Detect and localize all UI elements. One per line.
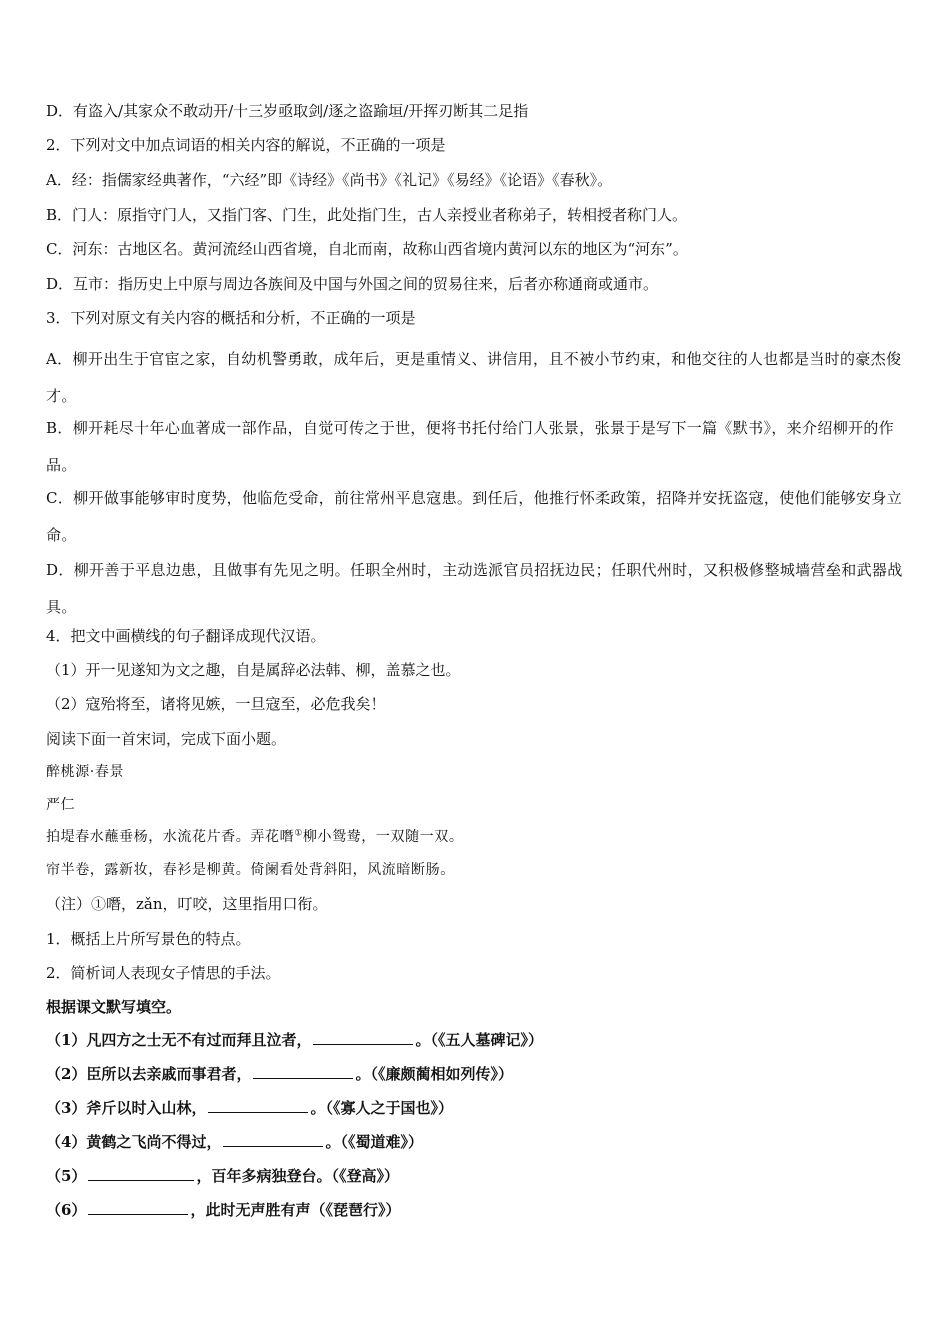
recite-item-suffix: 。（《五人墓碑记》） xyxy=(415,1031,543,1049)
poem-task-2: 2．简析词人表现女子情思的手法。 xyxy=(46,964,281,982)
poem-task-1: 1．概括上片所写景色的特点。 xyxy=(46,930,251,948)
recite-item xyxy=(46,1097,908,1119)
q2-stem: 2．下列对文中加点词语的相关内容的解说，不正确的一项是 xyxy=(46,136,446,154)
answer-blank[interactable] xyxy=(88,1166,194,1181)
q4-stem: 4．把文中画横线的句子翻译成现代汉语。 xyxy=(46,627,326,645)
q3-option-c: C．柳开做事能够审时度势，他临危受命，前往常州平息寇患。到任后，他推行怀柔政策，招降并安抚盗寇，使他们能够安身立命。 xyxy=(46,489,903,544)
recite-heading: 根据课文默写填空。 xyxy=(46,998,182,1016)
q4-sentence-2: （2）寇殆将至，诸将见嫉，一旦寇至，必危我矣！ xyxy=(46,695,386,713)
q3-option-a: A．柳开出生于官宦之家，自幼机警勇敢，成年后，更是重情义、讲信用，且不被小节约束，和他交往的人也都是当时的豪杰俊才。 xyxy=(46,350,902,405)
recite-item xyxy=(46,1165,908,1187)
footnote-marker: ① xyxy=(294,828,303,839)
recite-item-prefix: （4）黄鹤之飞尚不得过， xyxy=(46,1133,222,1151)
answer-blank[interactable] xyxy=(253,1064,353,1079)
recite-item xyxy=(46,1029,908,1051)
recite-item-prefix: （3）斧斤以时入山林， xyxy=(46,1099,207,1117)
answer-blank[interactable] xyxy=(313,1030,413,1045)
recite-item xyxy=(46,1131,908,1153)
q1-option-d: D．有盗入/其家众不敢动开/十三岁亟取剑/逐之盗踰垣/开挥刃断其二足指 xyxy=(46,102,529,120)
poem-intro: 阅读下面一首宋词，完成下面小题。 xyxy=(46,730,287,748)
answer-blank[interactable] xyxy=(223,1132,323,1147)
recite-item xyxy=(46,1199,908,1221)
answer-blank[interactable] xyxy=(88,1200,188,1215)
q3-option-d: D．柳开善于平息边患，且做事有先见之明。任职全州时，主动选派官员招抚边民；任职代州时，又积极修整城墙营垒和武器战具。 xyxy=(46,561,903,616)
recite-item-suffix: 。（《寡人之于国也》） xyxy=(310,1099,453,1117)
answer-blank[interactable] xyxy=(208,1098,308,1113)
poem-line-1-b: 柳小鸳鸯，一双随一双。 xyxy=(302,829,464,845)
q3-option-b: B．柳开耗尽十年心血著成一部作品，自觉可传之于世，便将书托付给门人张景，张景于是写下一篇《默书》，来介绍柳开的作品。 xyxy=(46,419,895,474)
recite-item-suffix: 。（《廉颇蔺相如列传》） xyxy=(355,1065,513,1083)
recite-item-suffix: ，百年多病独登台。（《登高》） xyxy=(196,1167,399,1185)
recite-item-suffix: ，此时无声胜有声（《琵琶行》） xyxy=(190,1201,401,1219)
poem-title: 醉桃源·春景 xyxy=(46,764,125,780)
q2-option-b: B．门人：原指守门人，又指门客、门生，此处指门生，古人亲授业者称弟子，转相授者称门人。 xyxy=(46,206,688,224)
poem-author: 严仁 xyxy=(46,797,76,813)
poem-note: （注）①噆，zǎn，叮咬，这里指用口衔。 xyxy=(46,895,328,913)
recite-item-prefix: （2）臣所以去亲戚而事君者， xyxy=(46,1065,252,1083)
recite-item-prefix: （5） xyxy=(46,1167,87,1185)
poem-line-1-a: 拍堤春水蘸垂杨，水流花片香。弄花噆 xyxy=(46,829,295,845)
recite-item-suffix: 。（《蜀道难》） xyxy=(325,1133,423,1151)
poem-line-1 xyxy=(46,826,908,848)
recite-item xyxy=(46,1063,908,1085)
q2-option-c: C．河东：古地区名。黄河流经山西省境，自北而南，故称山西省境内黄河以东的地区为“河东”。 xyxy=(46,240,688,258)
recite-item-prefix: （1）凡四方之士无不有过而拜且泣者， xyxy=(46,1031,312,1049)
q2-option-a: A．经：指儒家经典著作，“六经”即《诗经》《尚书》《礼记》《易经》《论语》《春秋》。 xyxy=(46,171,613,189)
q2-option-d: D．互市：指历史上中原与周边各族间及中国与外国之间的贸易往来，后者亦称通商或通市。 xyxy=(46,275,659,293)
q3-stem: 3．下列对原文有关内容的概括和分析，不正确的一项是 xyxy=(46,309,416,327)
recite-item-prefix: （6） xyxy=(46,1201,87,1219)
q4-sentence-1: （1）开一见遂知为文之趣，自是属辞必法韩、柳，盖慕之也。 xyxy=(46,661,461,679)
poem-line-2: 帘半卷，露新妆，春衫是柳黄。倚阑看处背斜阳，风流暗断肠。 xyxy=(46,862,455,878)
